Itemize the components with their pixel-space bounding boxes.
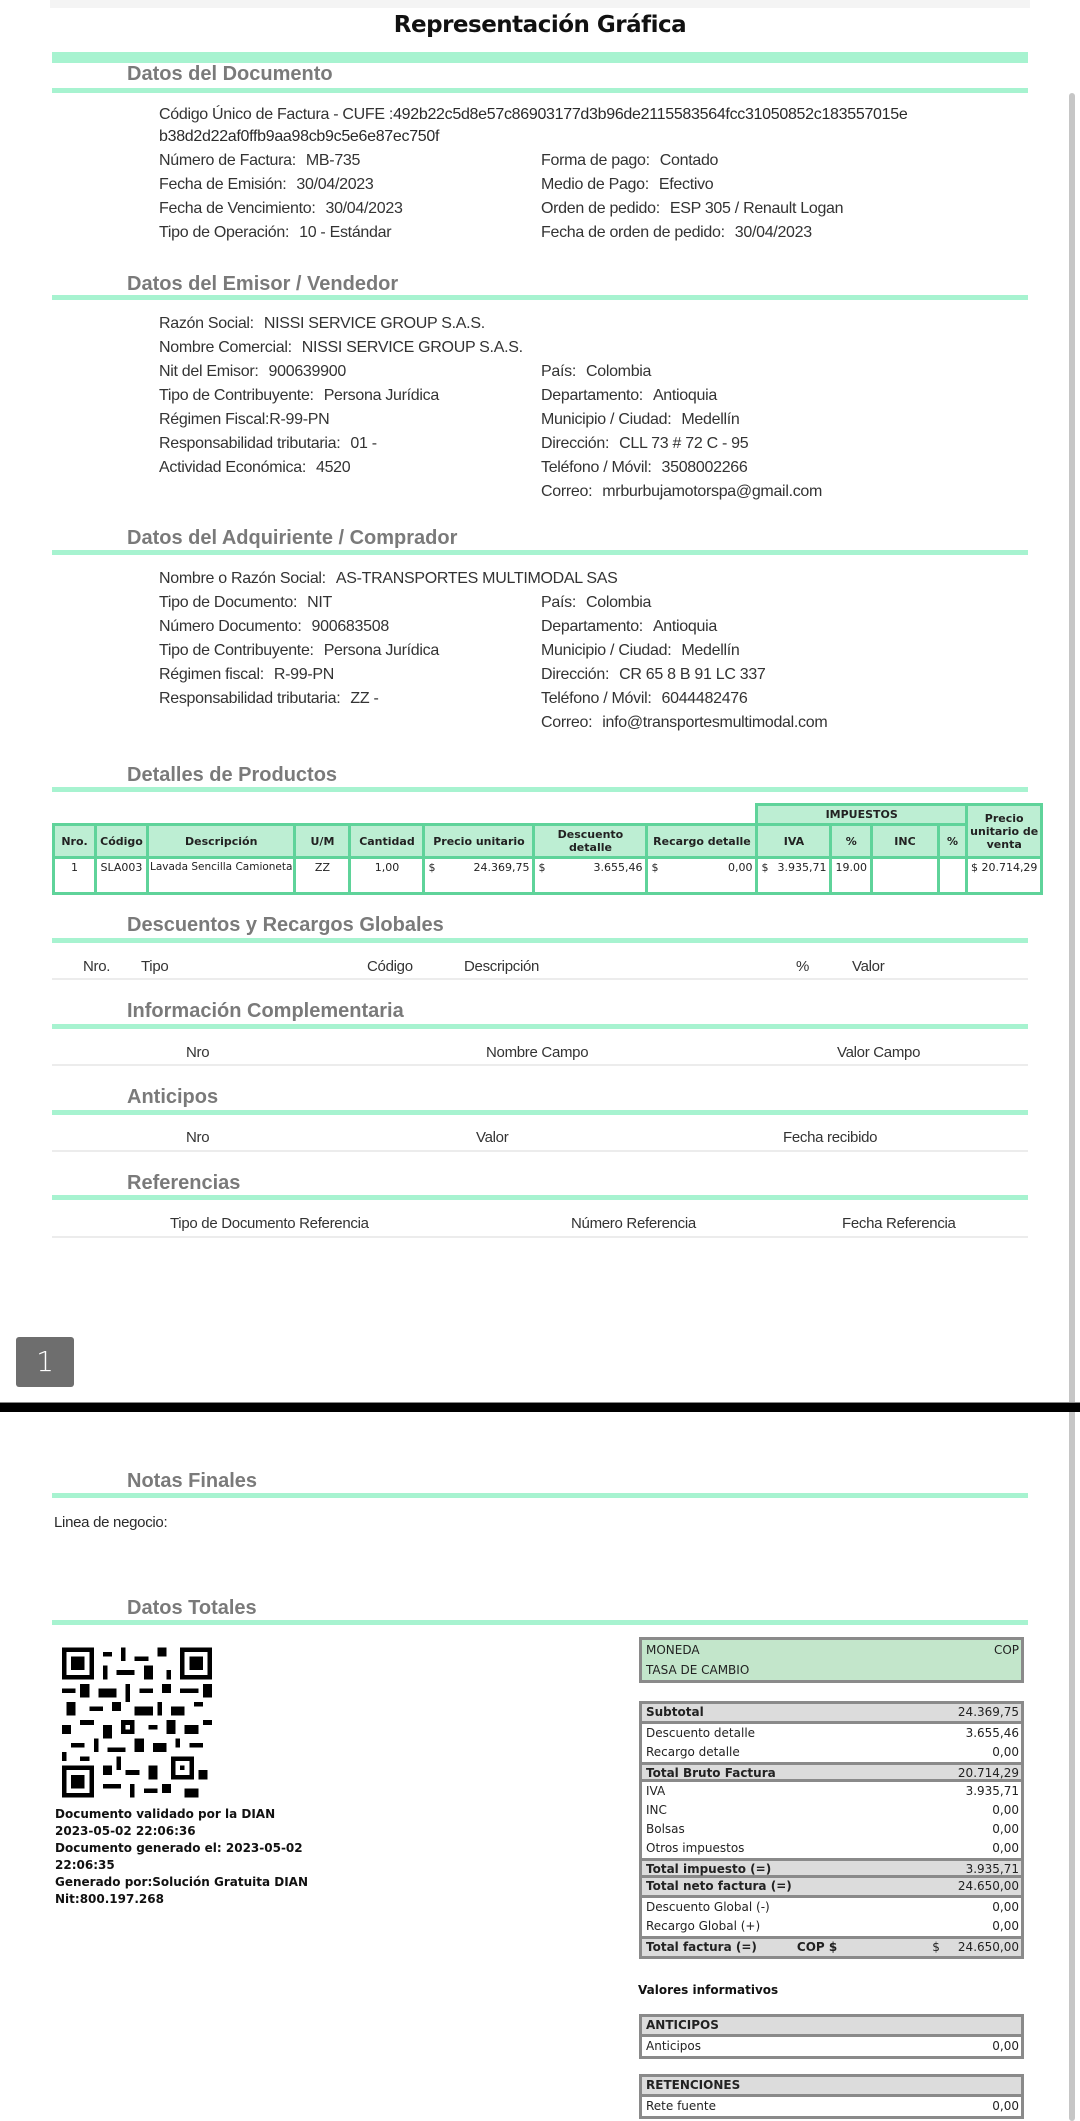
row-divider: [52, 1064, 1028, 1066]
row-divider: [52, 1150, 1028, 1152]
section-divider: [52, 1024, 1028, 1029]
order-value: ESP 305 / Renault Logan: [669, 200, 844, 217]
payment-method-field: Medio de Pago: Efectivo: [541, 176, 714, 193]
row-divider: [52, 1236, 1028, 1238]
anticipos-box: ANTICIPOS Anticipos 0,00: [639, 2014, 1024, 2059]
operation-type: 10 - Estándar: [299, 224, 392, 241]
operation-type-field: Tipo de Operación: 10 - Estándar: [159, 224, 392, 241]
totals-row-neto: Total neto factura (=) 24.650,00: [642, 1878, 1021, 1898]
buyer-address-field: Dirección: CR 65 8 B 91 LC 337: [541, 666, 766, 683]
issuer-activity-field: Actividad Económica: 4520: [159, 459, 351, 476]
header-inc: INC: [871, 825, 938, 858]
issuer-department-field: Departamento: Antioquia: [541, 387, 717, 404]
cufe-value-continued: b38d2d22af0ffb9aa98cb9c5e6e87ec750f: [159, 128, 440, 145]
section-divider: [52, 295, 1028, 300]
cufe-field: [159, 106, 907, 124]
col-pct: %: [796, 958, 810, 975]
section-title-referencias: Referencias: [127, 1172, 241, 1194]
issuer-phone-field: Teléfono / Móvil: 3508002266: [541, 459, 748, 476]
col-codigo: Código: [367, 958, 413, 975]
col-nro: Nro: [186, 1044, 210, 1061]
invoice-number: MB-735: [305, 152, 361, 169]
buyer-taxpayer-type-field: Tipo de Contribuyente: Persona Jurídica: [159, 642, 439, 659]
col-fecha-ref: Fecha Referencia: [842, 1215, 956, 1232]
payment-form-field: Forma de pago: Contado: [541, 152, 719, 169]
buyer-email: info@transportesmultimodal.com: [602, 714, 828, 731]
issue-date: 30/04/2023: [296, 176, 374, 193]
section-divider: [52, 1493, 1028, 1498]
currency-box: MONEDA COP TASA DE CAMBIO: [639, 1637, 1024, 1683]
header-precio-unitario: Precio unitario: [424, 825, 534, 858]
section-title-anticipos: Anticipos: [127, 1086, 219, 1108]
cufe-label: Código Único de Factura - CUFE :: [159, 106, 394, 123]
totals-row-inc: INC 0,00: [642, 1801, 1021, 1820]
totals-row-desc-global: Descuento Global (-) 0,00: [642, 1898, 1021, 1917]
page-title: Representación Gráfica: [393, 12, 687, 38]
issuer-regime-field: Régimen Fiscal:R-99-PN: [159, 411, 330, 428]
order-field: Orden de pedido: ESP 305 / Renault Logan: [541, 200, 844, 217]
col-nombre-campo: Nombre Campo: [486, 1044, 589, 1061]
totals-row-descuento: Descuento detalle 3.655,46: [642, 1724, 1021, 1743]
buyer-responsibility-field: Responsabilidad tributaria: ZZ -: [159, 690, 379, 707]
buyer-regime-field: Régimen fiscal: R-99-PN: [159, 666, 335, 683]
header-nro: Nro.: [54, 825, 96, 858]
col-tipo: Tipo: [141, 958, 169, 975]
totals-row-iva: IVA 3.935,71: [642, 1782, 1021, 1801]
header-iva-pct: %: [831, 825, 872, 858]
buyer-doc-type-field: Tipo de Documento: NIT: [159, 594, 332, 611]
buyer-doc-number-field: Número Documento: 900683508: [159, 618, 389, 635]
due-date-field: Fecha de Vencimiento: 30/04/2023: [159, 200, 403, 217]
business-line: Linea de negocio:: [54, 1514, 168, 1531]
order-date: 30/04/2023: [734, 224, 812, 241]
section-title-notas: Notas Finales: [127, 1470, 258, 1492]
col-nro: Nro.: [83, 958, 111, 975]
section-title-adquiriente: Datos del Adquiriente / Comprador: [127, 527, 458, 549]
title-band: [52, 52, 1028, 63]
section-divider: [52, 88, 1028, 93]
issuer-name-field: Razón Social: NISSI SERVICE GROUP S.A.S.: [159, 315, 485, 332]
totals-row-recargo: Recargo detalle 0,00: [642, 1743, 1021, 1762]
section-title-totales: Datos Totales: [127, 1597, 257, 1619]
issuer-address-field: Dirección: CLL 73 # 72 C - 95: [541, 435, 749, 452]
issuer-nit-field: Nit del Emisor: 900639900: [159, 363, 346, 380]
header-descuento: Descuento detalle: [534, 825, 647, 858]
totals-row-bolsas: Bolsas 0,00: [642, 1820, 1021, 1839]
invoice-number-field: Número de Factura: MB-735: [159, 152, 361, 169]
due-date: 30/04/2023: [325, 200, 403, 217]
section-divider: [52, 938, 1028, 943]
top-edge: [50, 0, 1030, 8]
col-valor-campo: Valor Campo: [837, 1044, 921, 1061]
header-inc-pct: %: [938, 825, 966, 858]
issuer-taxpayer-type-field: Tipo de Contribuyente: Persona Jurídica: [159, 387, 439, 404]
section-title-documento: Datos del Documento: [127, 63, 333, 85]
header-codigo: Código: [96, 825, 148, 858]
section-title-descuentos: Descuentos y Recargos Globales: [127, 914, 444, 936]
section-title-emisor: Datos del Emisor / Vendedor: [127, 273, 399, 295]
dian-validation-text: Documento validado por la DIAN 2023-05-02 22:06:36 Documento generado el: 2023-05-02 22:06:35 Generado por:Solución Gratuita DIAN Nit:800.197.268: [55, 1807, 309, 1906]
totals-row-subtotal: Subtotal 24.369,75: [642, 1704, 1021, 1724]
col-valor: Valor: [476, 1129, 509, 1146]
vertical-scrollbar[interactable]: [1069, 93, 1075, 2121]
section-divider: [52, 1110, 1028, 1115]
buyer-email-field: Correo: info@transportesmultimodal.com: [541, 714, 828, 731]
cufe-value: 492b22c5d8e57c86903177d3b96de2115583564fcc31050852c183557015e: [393, 106, 908, 123]
buyer-department-field: Departamento: Antioquia: [541, 618, 717, 635]
header-descripcion: Descripción: [148, 825, 295, 858]
row-divider: [52, 978, 1028, 980]
issuer-city-field: Municipio / Ciudad: Medellín: [541, 411, 740, 428]
buyer-city-field: Municipio / Ciudad: Medellín: [541, 642, 740, 659]
section-divider: [52, 1620, 1028, 1625]
col-valor: Valor: [852, 958, 885, 975]
header-iva: IVA: [757, 825, 831, 858]
issuer-email-field: Correo: mrburbujamotorspa@gmail.com: [541, 483, 823, 500]
totals-row-otros: Otros impuestos 0,00: [642, 1839, 1021, 1858]
buyer-country-field: País: Colombia: [541, 594, 652, 611]
col-tipo-doc-ref: Tipo de Documento Referencia: [170, 1215, 369, 1232]
col-nro: Nro: [186, 1129, 210, 1146]
header-impuestos: IMPUESTOS: [757, 805, 967, 825]
products-table: [52, 803, 1043, 895]
issuer-country-field: País: Colombia: [541, 363, 652, 380]
issuer-responsibility-field: Responsabilidad tributaria: 01 -: [159, 435, 377, 452]
issuer-trade-name-field: Nombre Comercial: NISSI SERVICE GROUP S.A.S.: [159, 339, 523, 356]
totals-row-rec-global: Recargo Global (+) 0,00: [642, 1917, 1021, 1936]
totals-row-impuesto: Total impuesto (=) 3.935,71: [642, 1858, 1021, 1878]
payment-form: Contado: [659, 152, 719, 169]
section-divider: [52, 787, 1028, 792]
informative-values-title: Valores informativos: [638, 1983, 779, 1997]
totals-box: [639, 1701, 1024, 1959]
totals-row-bruto: Total Bruto Factura 20.714,29: [642, 1762, 1021, 1782]
col-descripcion: Descripción: [464, 958, 540, 975]
buyer-phone-field: Teléfono / Móvil: 6044482476: [541, 690, 748, 707]
page-number-badge: 1: [16, 1337, 74, 1387]
section-title-info: Información Complementaria: [127, 1000, 404, 1022]
header-precio-venta: Precio unitario de venta: [966, 805, 1041, 858]
section-divider: [52, 550, 1028, 555]
qr-code-icon: [62, 1645, 212, 1800]
retenciones-box: RETENCIONES Rete fuente 0,00: [639, 2074, 1024, 2119]
col-fecha-recibido: Fecha recibido: [783, 1129, 878, 1146]
buyer-name-field: Nombre o Razón Social: AS-TRANSPORTES MULTIMODAL SAS: [159, 570, 618, 587]
section-title-productos: Detalles de Productos: [127, 764, 338, 786]
page-break: [0, 1402, 1080, 1412]
section-divider: [52, 1195, 1028, 1200]
header-cantidad: Cantidad: [350, 825, 424, 858]
header-um: U/M: [295, 825, 350, 858]
header-recargo: Recargo detalle: [647, 825, 757, 858]
issuer-email: mrburbujamotorspa@gmail.com: [602, 483, 823, 500]
col-numero-ref: Número Referencia: [571, 1215, 696, 1232]
order-date-field: Fecha de orden de pedido: 30/04/2023: [541, 224, 812, 241]
totals-row-total: Total factura (=) COP $ $ 24.650,00: [642, 1936, 1021, 1956]
table-row: 1 SLA003 Lavada Sencilla Camioneta ZZ 1,00 $ 24.369,75 $ 3.655,46 $ 0,00 $ 3.935,71 19.00 $ 20.714,29: [54, 858, 1042, 894]
payment-method: Efectivo: [658, 176, 714, 193]
issue-date-field: Fecha de Emisión: 30/04/2023: [159, 176, 374, 193]
